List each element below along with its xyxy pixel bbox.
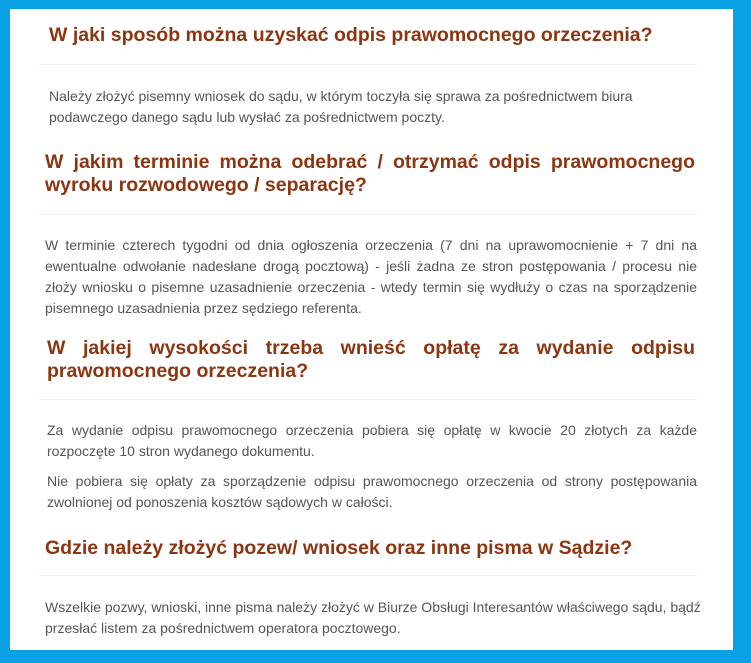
faq-panel — [10, 9, 733, 650]
faq-question-4: Gdzie należy złożyć pozew/ wniosek oraz inne pisma w Sądzie? — [45, 537, 633, 559]
faq-divider-3 — [39, 399, 697, 400]
faq-question-1: W jaki sposób można uzyskać odpis prawomocnego orzeczenia? — [49, 24, 653, 46]
faq-answer-2: W terminie czterech tygodni od dnia ogłoszenia orzeczenia (7 dni na uprawomocnienie + 7 dni na ewentualne odwołanie nadesłane drogą pocztową) - jeśli żadna ze stron postępowania / procesu nie złoży wniosku o pisemne uzasadnienie orzeczenia - wtedy termin się wydłuży o czas na sporządzenie pisemnego uzasadnienia przez sędziego referenta. — [45, 237, 697, 316]
faq-question-2: W jakim terminie można odebrać / otrzymać odpis prawomocnego wyroku rozwodowego / separację? — [45, 151, 695, 196]
faq-divider-2 — [39, 214, 697, 215]
faq-question-3: W jakiej wysokości trzeba wnieść opłatę za wydanie odpisu prawomocnego orzeczenia? — [47, 337, 695, 382]
faq-divider-1 — [39, 64, 697, 65]
faq-answer-4: Wszelkie pozwy, wnioski, inne pisma należy złożyć w Biurze Obsługi Interesantów właściwego sądu, bądź przesłać listem za pośrednictwem operatora pocztowego. — [45, 599, 701, 636]
faq-answer-3b: Nie pobiera się opłaty za sporządzenie odpisu prawomocnego orzeczenia od strony postępowania zwolnionej od ponoszenia kosztów sądowych w całości. — [47, 473, 697, 510]
faq-answer-1: Należy złożyć pisemny wniosek do sądu, w którym toczyła się sprawa za pośrednictwem biura podawczego danego sądu lub wysłać za pośrednictwem poczty. — [49, 88, 633, 125]
faq-answer-3a: Za wydanie odpisu prawomocnego orzeczenia pobiera się opłatę w kwocie 20 złotych za każde rozpoczęte 10 stron wydanego dokumentu. — [47, 422, 697, 459]
faq-divider-4 — [39, 575, 697, 576]
